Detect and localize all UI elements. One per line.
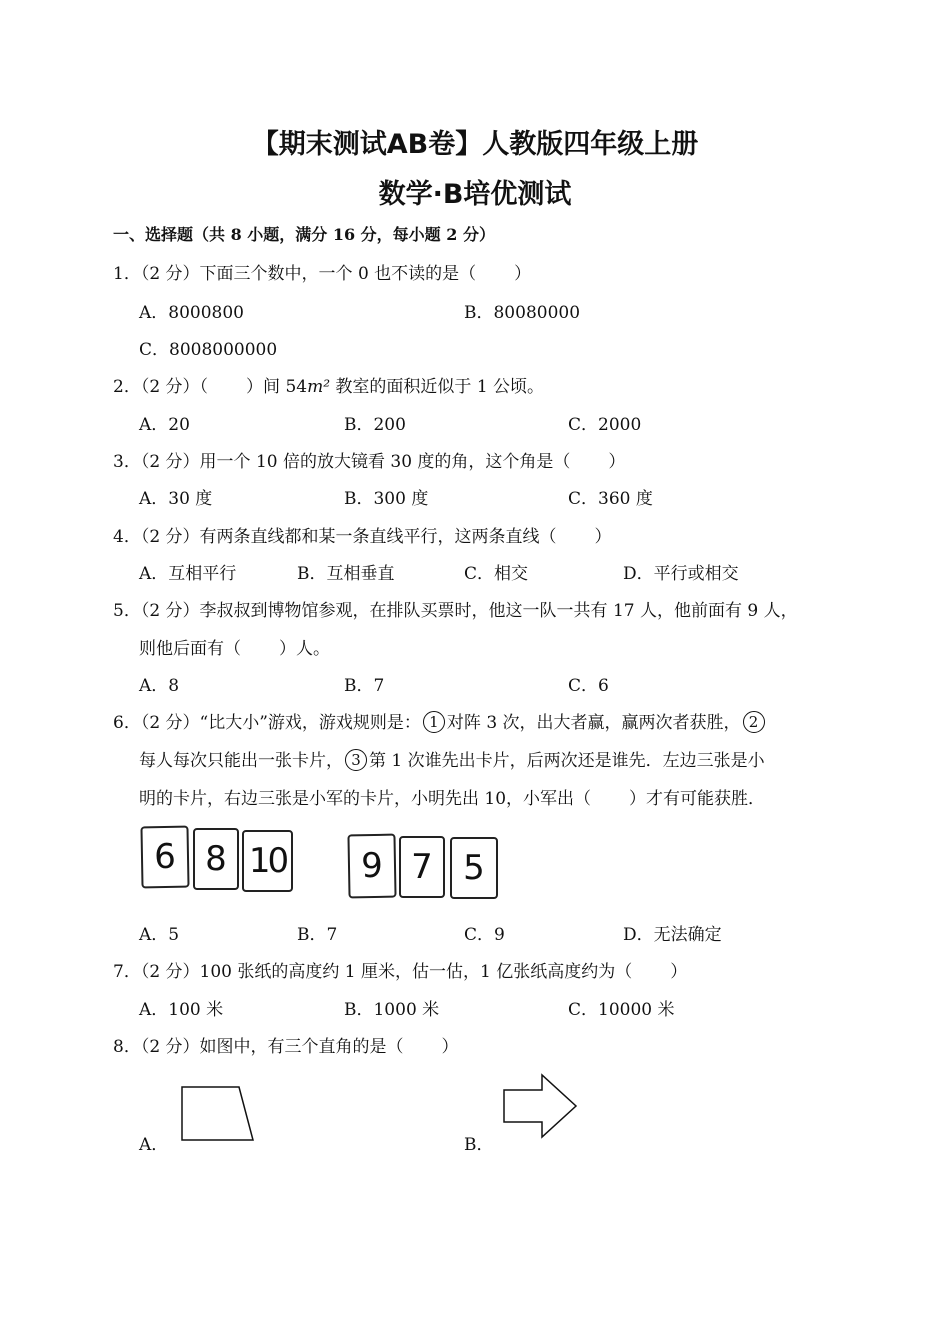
question-5 [113, 596, 798, 621]
question-text: 8．（2 分）如图中，有三个直角的是（ [113, 1037, 404, 1057]
option-c: C．相交 [464, 564, 529, 584]
question-text: 1．（2 分）下面三个数中，一个 0 也不读的是（ [113, 264, 477, 284]
option-c: C．360 度 [568, 489, 653, 509]
option-b: B． [464, 1135, 494, 1155]
question-8 [113, 1032, 459, 1057]
unit-label: m² [307, 377, 331, 397]
question-text: 则他后面有（ [139, 639, 241, 659]
question-1 [113, 259, 531, 284]
option-b: B．200 [344, 415, 406, 435]
question-text-tail: ）才有可能获胜． [629, 789, 766, 809]
card-right-2: 7 [399, 836, 445, 898]
option-a: A．8 [139, 676, 180, 696]
question-text: 对阵 3 次，出大者赢，赢两次者获胜， [446, 713, 741, 733]
question-text-tail: ） [608, 452, 626, 472]
option-a: A．100 米 [139, 1000, 224, 1020]
option-a: A． [139, 1135, 169, 1155]
option-c: C．6 [568, 676, 609, 696]
option-a: A．互相平行 [139, 564, 237, 584]
question-text: 第 1 次谁先出卡片，后两次还是谁先．左边三张是小 [369, 751, 765, 771]
option-d: D．无法确定 [623, 925, 722, 945]
circled-number-3: 3 [345, 749, 367, 771]
arrow-figure [500, 1072, 582, 1140]
card-left-2: 8 [193, 828, 239, 890]
question-text-tail: ） [670, 962, 688, 982]
page-title: 【期末测试AB卷】人教版四年级上册 [251, 129, 699, 160]
question-text: 2．（2 分）（ [113, 377, 209, 397]
option-c: C．9 [464, 925, 505, 945]
question-3 [113, 447, 625, 472]
option-c: C．8008000000 [139, 340, 278, 360]
card-left-1: 6 [140, 826, 189, 889]
question-text-mid: ）间 54 [246, 377, 308, 397]
question-text: 明的卡片，右边三张是小军的卡片，小明先出 10，小军出（ [139, 789, 592, 809]
question-4 [113, 522, 612, 547]
option-b: B．80080000 [464, 303, 581, 323]
question-text: 每人每次只能出一张卡片， [139, 751, 343, 771]
question-7 [113, 957, 687, 982]
option-d: D．平行或相交 [623, 564, 739, 584]
card-left-3: 10 [242, 830, 293, 892]
question-text-tail: ） [441, 1037, 459, 1057]
question-text-tail: ） [594, 527, 612, 547]
option-b: B．300 度 [344, 489, 429, 509]
question-text-tail: ）人。 [279, 639, 330, 659]
option-a: A．5 [139, 925, 180, 945]
option-b: B．7 [297, 925, 338, 945]
section-heading: 一、选择题（共 8 小题，满分 16 分，每小题 2 分） [113, 225, 495, 244]
option-a: A．8000800 [139, 303, 244, 323]
option-a: A．30 度 [139, 489, 213, 509]
question-text-tail: ） [514, 264, 532, 284]
circled-number-2: 2 [743, 711, 765, 733]
card-right-3: 5 [450, 837, 498, 899]
trapezoid-figure [178, 1084, 258, 1144]
question-text: 7．（2 分）100 张纸的高度约 1 厘米，估一估，1 亿张纸高度约为（ [113, 962, 633, 982]
question-5-line-2 [139, 634, 330, 659]
question-6-line-2 [139, 746, 765, 773]
question-6 [113, 708, 767, 735]
question-text-tail: 教室的面积近似于 1 公顷。 [330, 377, 545, 397]
question-text: 4．（2 分）有两条直线都和某一条直线平行，这两条直线（ [113, 527, 557, 547]
option-c: C．2000 [568, 415, 642, 435]
option-b: B．互相垂直 [297, 564, 395, 584]
card-right-1: 9 [347, 834, 396, 899]
question-text: 3．（2 分）用一个 10 倍的放大镜看 30 度的角，这个角是（ [113, 452, 571, 472]
question-text: 6．（2 分）“比大小”游戏，游戏规则是： [113, 713, 421, 733]
question-6-line-3 [139, 784, 765, 809]
circled-number-1: 1 [423, 711, 445, 733]
question-text: 5．（2 分）李叔叔到博物馆参观，在排队买票时，他这一队一共有 17 人，他前面有 9 人， [113, 601, 798, 621]
option-b: B．7 [344, 676, 385, 696]
page-subtitle: 数学·B培优测试 [378, 179, 572, 210]
option-a: A．20 [139, 415, 190, 435]
question-2 [113, 372, 544, 397]
option-b: B．1000 米 [344, 1000, 440, 1020]
option-c: C．10000 米 [568, 1000, 675, 1020]
